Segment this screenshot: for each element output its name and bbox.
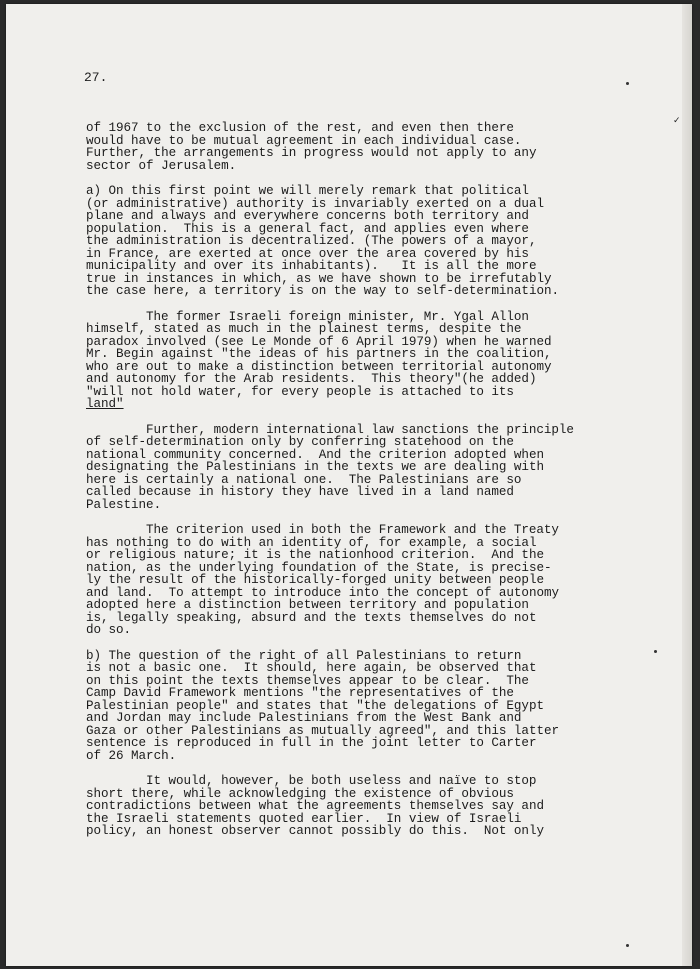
body-text xyxy=(86,122,646,851)
paragraph: Further, modern international law sanctions the principle of self-determination only by conferring statehood on the national community concerned. And the criterion adopted when designating the Palestinians in the texts we are dealing with here is certainly a national one. The Palestinians are so called because in history they have lived in a land named Palestine. xyxy=(86,422,574,512)
paragraph: b) The question of the right of all Palestinians to return is not a basic one. It should, here again, be observed that on this point the texts themselves appear to be clear. The Camp David Framework mentions "the representatives of the Palestinian people" and states that "the delegations of Egypt and Jordan may include Palestinians from the West Bank and Gaza or other Palestinians as mutually agreed", and this latter sentence is reproduced in full in the joint letter to Carter of 26 March. xyxy=(86,648,559,763)
paragraph: It would, however, be both useless and naïve to stop short there, while acknowledging the existence of obvious contradictions between what the agreements themselves say and the Israeli statements quoted earlier. In view of Israeli policy, an honest observer cannot possibly do this. Not only xyxy=(86,774,544,838)
paragraph: of 1967 to the exclusion of the rest, and even then there would have to be mutual agreement in each individual case. Further, the arrangements in progress would not apply to any sector of Jerusalem. xyxy=(86,121,537,173)
document-page xyxy=(6,4,692,966)
page-edge xyxy=(682,4,692,966)
margin-tick-mark: ✓ xyxy=(673,116,681,126)
page-number: 27. xyxy=(84,70,108,85)
paper-speck xyxy=(626,82,629,85)
paragraph: The criterion used in both the Framework and the Treaty has nothing to do with an identity of, for example, a social or religious nature; it is the nationhood criterion. And the nation, as the underlying foundation of the State, is precise- ly the result of the historically-forged unity between people and land. To attempt to introduce into the concept of autonomy adopted here a distinction between territory and population is, legally speaking, absurd and the texts themselves do not do so. xyxy=(86,523,559,637)
paragraph: The former Israeli foreign minister, Mr. Ygal Allon himself, stated as much in the plainest terms, despite the paradox involved (see Le Monde of 6 April 1979) when he warned Mr. Begin against "the ideas of his partners in the coalition, who are out to make a distinction between territorial autonomy and autonomy for the Arab residents. This theory"(he added) "will not hold water, for every people is attached to its land" xyxy=(86,309,552,411)
paragraph: a) On this first point we will merely remark that political (or administrative) authority is invariably exerted on a dual plane and always and everywhere concerns both territory and population. This is a general fact, and applies even where the administration is decentralized. (The powers of a mayor, in France, are exerted at once over the area covered by his municipality and over its inhabitants). It is all the more true in instances in which, as we have shown to be irrefutably the case here, a territory is on the way to self-determination. xyxy=(86,184,559,298)
paper-speck xyxy=(626,944,629,947)
paper-speck xyxy=(654,650,657,653)
